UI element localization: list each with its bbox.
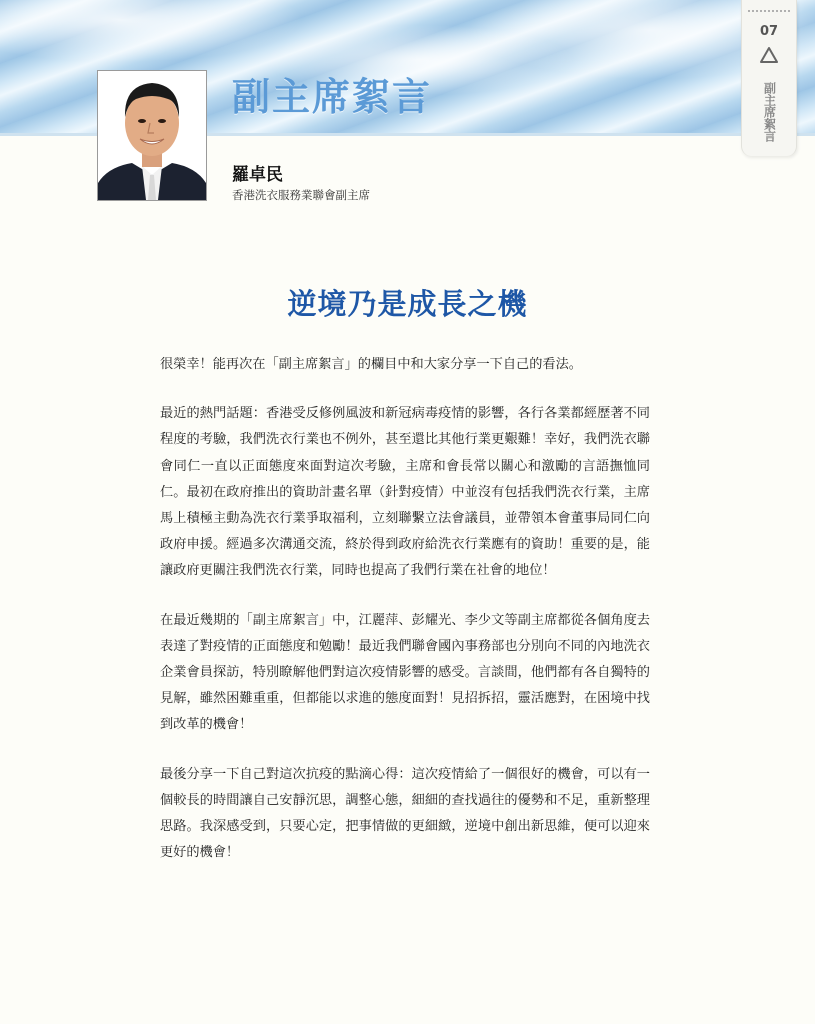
page-number: 07 xyxy=(759,24,779,39)
author-role: 香港洗衣服務業聯會副主席 xyxy=(232,188,370,202)
portrait-photo xyxy=(97,70,207,201)
article-title: 逆境乃是成長之機 xyxy=(287,287,528,321)
tab-stitch-line xyxy=(748,10,790,12)
portrait-image xyxy=(98,71,206,200)
side-page-tab xyxy=(741,0,797,156)
tab-label xyxy=(742,72,796,152)
author-name: 羅卓民 xyxy=(232,165,283,185)
tab-label-text: 副主席絮言 xyxy=(762,82,777,142)
article-paragraph: 在最近幾期的「副主席絮言」中，江麗萍、彭耀光、李少文等副主席都從各個角度去表達了對疫情的正面態度和勉勵！最近我們聯會國內事務部也分別向不同的內地洗衣企業會員探訪，特別瞭解他們對這次疫情影響的感受。言談間，他們都有各自獨特的見解，雖然困難重重，但都能以求進的態度面對！見招拆招，靈活應對，在困境中找到改革的機會！ xyxy=(160,612,650,733)
article-paragraph: 最後分享一下自己對這次抗疫的點滴心得：這次疫情給了一個很好的機會，可以有一個較長的時間讓自己安靜沉思，調整心態，細細的查找過往的優勢和不足，重新整理思路。我深感受到，只要心定，把事情做的更細緻，逆境中創出新思維，便可以迎來更好的機會！ xyxy=(160,766,650,861)
article-paragraph: 很榮幸！能再次在「副主席絮言」的欄目中和大家分享一下自己的看法。 xyxy=(160,357,582,372)
triangle-outline-icon xyxy=(759,46,779,64)
section-title: 副主席絮言 xyxy=(232,75,433,119)
article-paragraph: 最近的熱門話題：香港受反修例風波和新冠病毒疫情的影響，各行各業都經歷著不同程度的考驗，我們洗衣行業也不例外，甚至還比其他行業更艱難！幸好，我們洗衣聯會同仁一直以正面態度來面對這次考驗，主席和會長常以關心和激勵的言語撫恤同仁。最初在政府推出的資助計畫名單（針對疫情）中並沒有包括我們洗衣行業，主席馬上積極主動為洗衣行業爭取福利，立刻聯繫立法會議員，並帶領本會董事局同仁向政府申援。經過多次溝通交流，終於得到政府給洗衣行業應有的資助！重要的是，能讓政府更關注我們洗衣行業，同時也提高了我們行業在社會的地位！ xyxy=(160,406,650,579)
article-body xyxy=(160,352,650,889)
